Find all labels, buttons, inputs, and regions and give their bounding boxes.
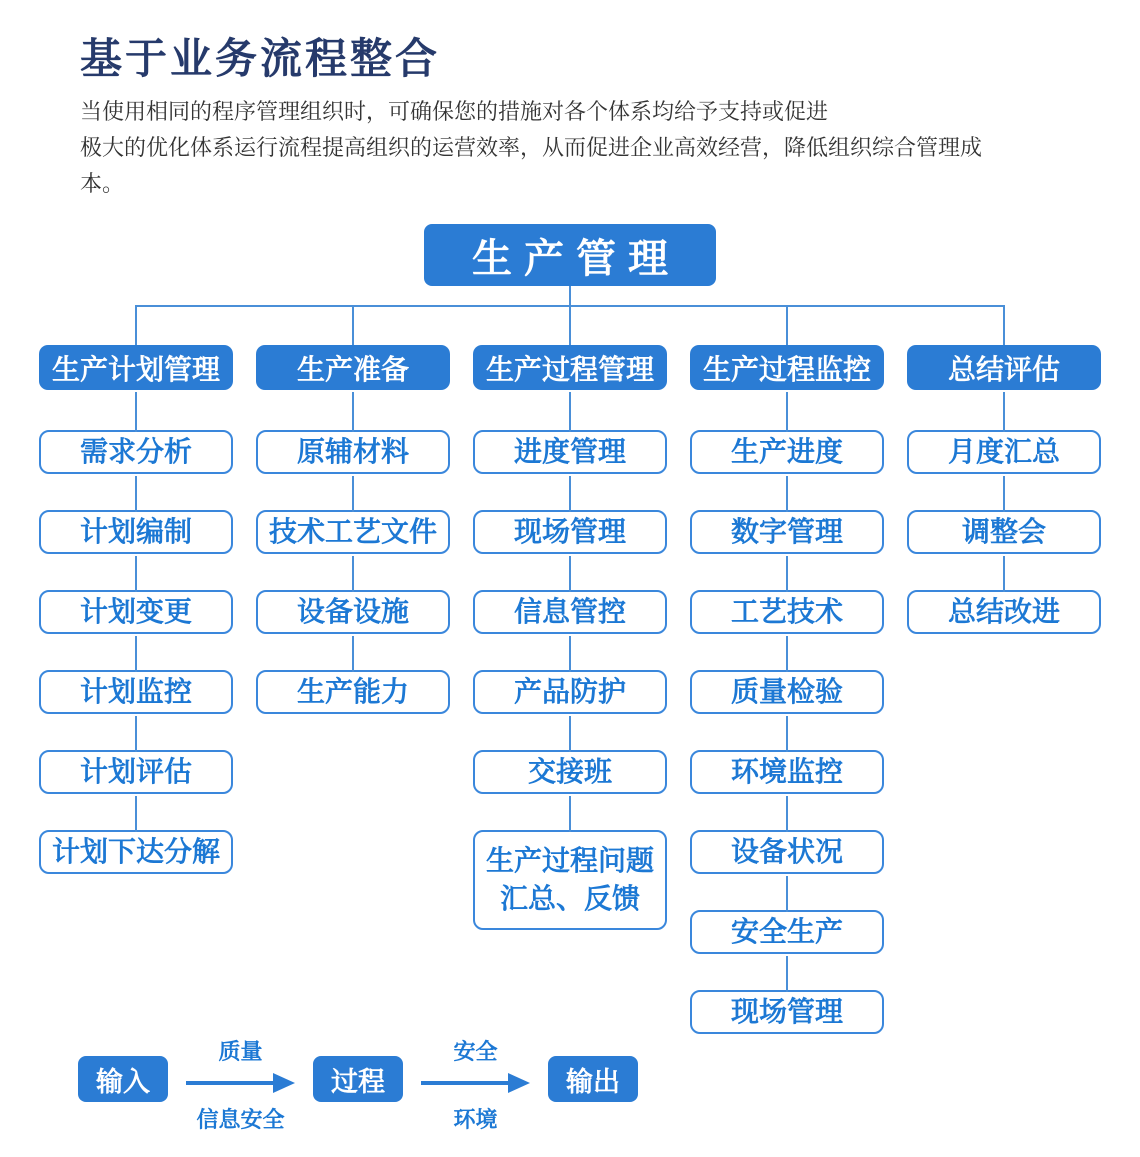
tree-node: 计划编制 — [39, 510, 233, 554]
connector-branch-stub — [352, 307, 354, 345]
description-line: 极大的优化体系运行流程提高组织的运营效率，从而促进企业高效经营，降低组织综合管理成 — [80, 135, 983, 160]
tree-node: 月度汇总 — [907, 430, 1101, 474]
tree-node: 质量检验 — [690, 670, 884, 714]
arrow-label-bottom: 环境 — [453, 1107, 498, 1132]
flow-node: 输出 — [548, 1056, 638, 1102]
tree-node: 生产进度 — [690, 430, 884, 474]
connector-branch-stub — [569, 307, 571, 345]
flow-arrow — [403, 1038, 548, 1134]
flow-node: 输入 — [78, 1056, 168, 1102]
tree-node: 现场管理 — [473, 510, 667, 554]
flow-arrow — [168, 1038, 313, 1134]
description-line: 当使用相同的程序管理组织时，可确保您的措施对各个体系均给予支持或促进 — [80, 99, 829, 124]
tree-node: 产品防护 — [473, 670, 667, 714]
flow-node: 过程 — [313, 1056, 403, 1102]
branch-header: 生产过程监控 — [690, 345, 884, 390]
tree-node: 总结改进 — [907, 590, 1101, 634]
root-node: 生产管理 — [424, 224, 716, 286]
tree-node: 计划变更 — [39, 590, 233, 634]
branch-column — [473, 345, 667, 930]
connector-branch-stub — [786, 307, 788, 345]
branch-header: 生产准备 — [256, 345, 450, 390]
tree-node: 生产过程问题汇总、反馈 — [473, 830, 667, 930]
branch-column — [39, 345, 233, 874]
arrow-label-top: 安全 — [453, 1039, 498, 1064]
tree-node: 计划评估 — [39, 750, 233, 794]
tree-node: 设备状况 — [690, 830, 884, 874]
tree-node: 技术工艺文件 — [256, 510, 450, 554]
tree-node: 工艺技术 — [690, 590, 884, 634]
tree-node: 安全生产 — [690, 910, 884, 954]
tree-node: 计划下达分解 — [39, 830, 233, 874]
tree-node: 现场管理 — [690, 990, 884, 1034]
branch-header: 生产计划管理 — [39, 345, 233, 390]
branch-header: 生产过程管理 — [473, 345, 667, 390]
tree-node: 数字管理 — [690, 510, 884, 554]
branch-column — [256, 345, 450, 714]
arrow-right-icon — [421, 1081, 509, 1085]
branch-columns — [39, 345, 1101, 1034]
branch-column — [907, 345, 1101, 634]
tree-node: 信息管控 — [473, 590, 667, 634]
branch-header: 总结评估 — [907, 345, 1101, 390]
tree-node: 需求分析 — [39, 430, 233, 474]
page-title: 基于业务流程整合 — [80, 35, 441, 82]
tree-node: 计划监控 — [39, 670, 233, 714]
tree-node: 原辅材料 — [256, 430, 450, 474]
arrow-label-top: 质量 — [218, 1039, 263, 1064]
tree-node: 设备设施 — [256, 590, 450, 634]
description-line: 本。 — [80, 171, 125, 196]
tree-node: 生产能力 — [256, 670, 450, 714]
tree-node: 进度管理 — [473, 430, 667, 474]
arrow-label-bottom: 信息安全 — [196, 1107, 285, 1132]
arrow-right-icon — [186, 1081, 274, 1085]
tree-node: 环境监控 — [690, 750, 884, 794]
connector-branch-stub — [135, 307, 137, 345]
connector-branch-stub — [1003, 307, 1005, 345]
page-description — [80, 94, 1090, 202]
tree-node: 交接班 — [473, 750, 667, 794]
org-chart — [0, 224, 1140, 1038]
connector-root-stub — [569, 286, 571, 307]
tree-node: 调整会 — [907, 510, 1101, 554]
branch-column — [690, 345, 884, 1034]
io-flow — [78, 1038, 638, 1134]
